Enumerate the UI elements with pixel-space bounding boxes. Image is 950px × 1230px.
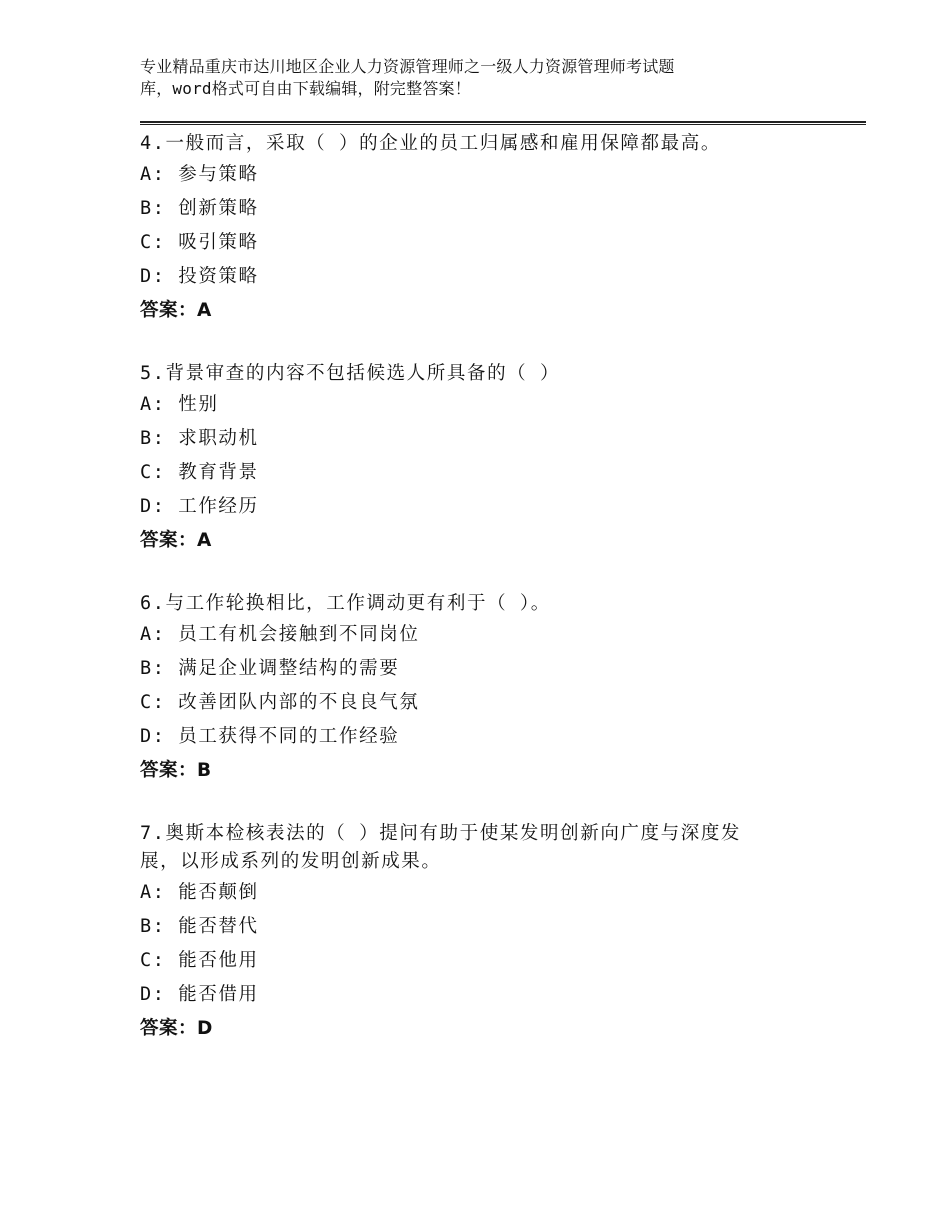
answer: 答案：A [140, 530, 212, 551]
document-header [140, 56, 800, 100]
answer: 答案：A [140, 300, 212, 321]
answer: 答案：B [140, 760, 212, 781]
question-4 [140, 130, 820, 328]
question-stem [140, 820, 820, 876]
option-d: D: 投资策略 [140, 266, 259, 287]
question-stem-line: 4.一般而言，采取（ ）的企业的员工归属感和雇用保障都最高。 [140, 133, 721, 154]
header-line-1: 专业精品重庆市达川地区企业人力资源管理师之一级人力资源管理师考试题 [140, 57, 675, 76]
option-d: D: 工作经历 [140, 496, 259, 517]
answer: 答案：D [140, 1018, 213, 1039]
option-b: B: 求职动机 [140, 428, 259, 449]
option-a: A: 员工有机会接触到不同岗位 [140, 624, 420, 645]
question-stem [140, 130, 820, 158]
option-a: A: 参与策略 [140, 164, 259, 185]
option-d: D: 能否借用 [140, 984, 259, 1005]
question-stem-line: 6.与工作轮换相比，工作调动更有利于（ ）。 [140, 593, 551, 614]
question-7 [140, 820, 820, 1046]
option-b: B: 满足企业调整结构的需要 [140, 658, 400, 679]
header-line-2: 库，word格式可自由下载编辑，附完整答案！ [140, 79, 471, 98]
option-c: C: 能否他用 [140, 950, 259, 971]
option-c: C: 吸引策略 [140, 232, 259, 253]
question-stem [140, 360, 820, 388]
question-stem [140, 590, 820, 618]
option-b: B: 能否替代 [140, 916, 259, 937]
option-a: A: 能否颠倒 [140, 882, 259, 903]
option-a: A: 性别 [140, 394, 219, 415]
option-c: C: 改善团队内部的不良良气氛 [140, 692, 420, 713]
question-5 [140, 360, 820, 558]
question-stem-line: 5.背景审查的内容不包括候选人所具备的（ ） [140, 363, 561, 384]
question-list [140, 130, 820, 1078]
question-stem-line: 展，以形成系列的发明创新成果。 [140, 851, 442, 872]
question-6 [140, 590, 820, 788]
option-c: C: 教育背景 [140, 462, 259, 483]
option-b: B: 创新策略 [140, 198, 259, 219]
question-stem-line: 7.奥斯本检核表法的（ ）提问有助于使某发明创新向广度与深度发 [140, 823, 742, 844]
header-divider [140, 121, 866, 125]
option-d: D: 员工获得不同的工作经验 [140, 726, 400, 747]
